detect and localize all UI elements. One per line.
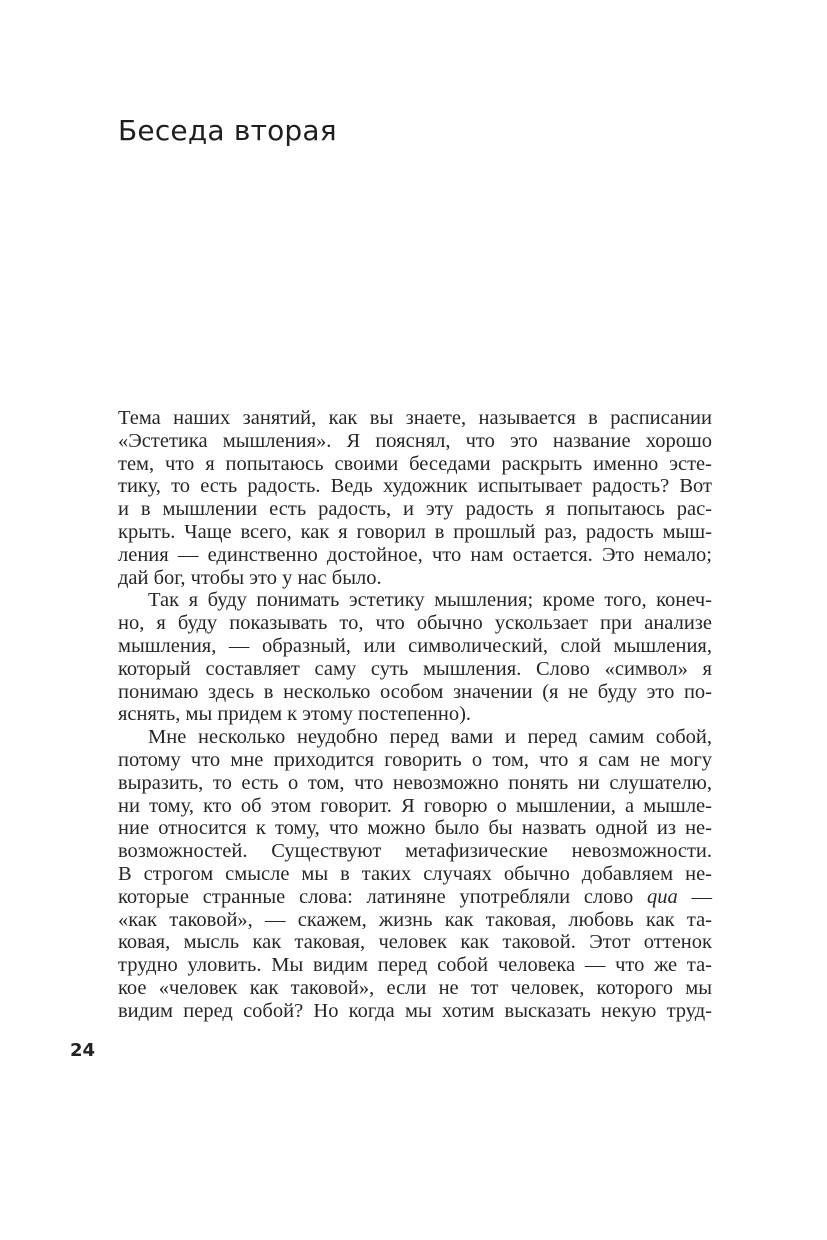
- text-line: но, я буду показывать то, что обычно ускользает при анализе: [118, 612, 712, 635]
- text-line: ние относится к тому, что можно было бы назвать одной из не-: [118, 817, 712, 840]
- text-line: ления — единственно достойное, что нам остается. Это немало;: [118, 543, 712, 566]
- chapter-title: Беседа вторая: [118, 114, 337, 147]
- text-line: В строгом смысле мы в таких случаях обычно добавляем не-: [118, 862, 712, 885]
- text-line: крыть. Чаще всего, как я говорил в прошлый раз, радость мыш-: [118, 520, 712, 543]
- text-line: трудно уловить. Мы видим перед собой человека — что же та-: [118, 954, 712, 977]
- text-line: и в мышлении есть радость, и эту радость я попытаюсь рас-: [118, 498, 712, 521]
- text-line: мышления, — образный, или символический, слой мышления,: [118, 634, 712, 657]
- text-line: яснять, мы придем к этому постепенно).: [118, 703, 472, 726]
- text-line: ни тому, кто об этом говорит. Я говорю о мышлении, а мышле-: [118, 794, 712, 817]
- text-line: «как таковой», — скажем, жизнь как таковая, любовь как та-: [118, 908, 712, 931]
- page-number: 24: [70, 1040, 96, 1061]
- text-line: тем, что я попытаюсь своими беседами раскрыть именно эсте-: [118, 452, 712, 475]
- text-line: Тема наших занятий, как вы знаете, называется в расписании: [118, 407, 712, 429]
- text-line: видим перед собой? Но когда мы хотим высказать некую труд-: [118, 999, 712, 1022]
- text-line: ковая, мысль как таковая, человек как таковой. Этот оттенок: [118, 931, 712, 954]
- body-text: [118, 407, 712, 1023]
- text-line: который составляет саму суть мышления. Слово «символ» я: [118, 657, 712, 680]
- text-line: понимаю здесь в несколько особом значении (я не буду это по-: [118, 680, 712, 703]
- text-line: кое «человек как таковой», если не тот человек, которого мы: [118, 976, 712, 999]
- text-line: Мне несколько неудобно перед вами и перед самим собой,: [148, 726, 712, 749]
- text-line: потому что мне приходится говорить о том, что я сам не могу: [118, 748, 712, 771]
- text-line: дай бог, чтобы это у нас было.: [118, 566, 382, 589]
- text-line: тику, то есть радость. Ведь художник испытывает радость? Вот: [118, 475, 712, 498]
- text-line: возможностей. Существуют метафизические невозможности.: [118, 840, 712, 863]
- text-line: которые странные слова: латиняне употребляли слово qua —: [118, 885, 712, 908]
- text-line: «Эстетика мышления». Я пояснял, что это название хорошо: [118, 429, 712, 452]
- text-line: Так я буду понимать эстетику мышления; кроме того, конеч-: [148, 589, 712, 612]
- text-line: выразить, то есть о том, что невозможно понять ни слушателю,: [118, 771, 712, 794]
